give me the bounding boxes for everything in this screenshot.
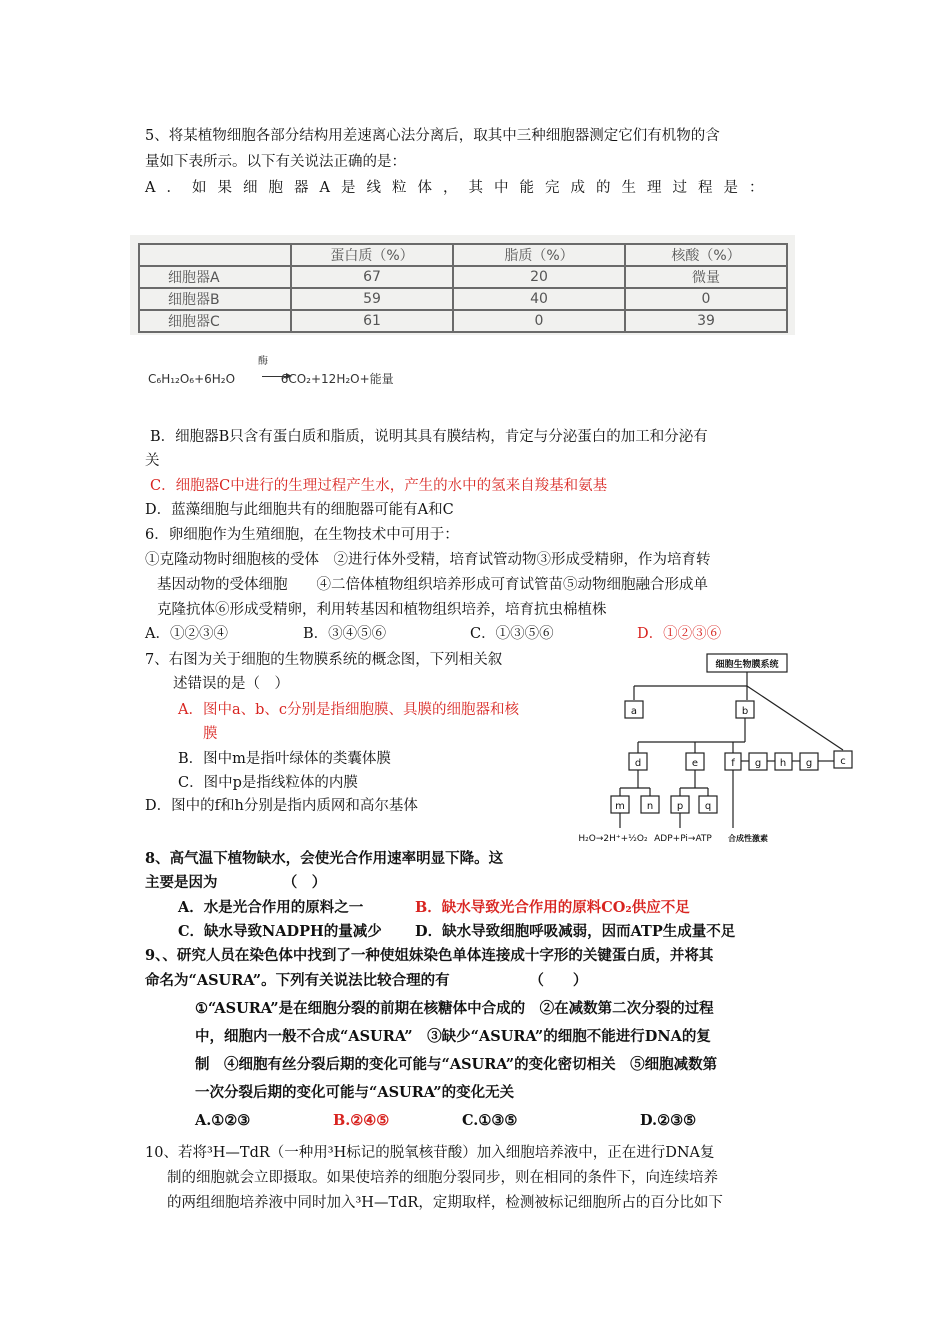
table-header-cell <box>139 244 291 266</box>
respiration-formula <box>148 370 394 387</box>
q6-option-a: A．①②③④ <box>145 626 228 642</box>
q7-option-d: D．图中的f和h分别是指内质网和高尔基体 <box>145 798 418 814</box>
table-cell: 微量 <box>625 266 787 288</box>
table-header-cell: 蛋白质（%） <box>291 244 453 266</box>
table-cell: 细胞器B <box>139 288 291 310</box>
diagram-reaction-photolysis: H₂O→2H⁺+½O₂ <box>578 834 648 844</box>
q10-line3: 的两组细胞培养液中同时加入³H—TdR，定期取样，检测被标记细胞所占的百分比如下 <box>167 1195 723 1211</box>
diagram-label-p: p <box>676 801 684 812</box>
q6-stem: 6．卵细胞作为生殖细胞，在生物技术中可用于： <box>145 527 459 543</box>
q6-option-b: B．③④⑤⑥ <box>303 626 387 642</box>
table-cell: 0 <box>625 288 787 310</box>
q5-option-a: A．如果细胞器A是线粒体，其中能完成的生理过程是： <box>145 180 775 196</box>
q9-stem-line1: 9、、研究人员在染色体中找到了一种使姐妹染色单体连接成十字形的关键蛋白质，并将其 <box>145 947 714 964</box>
organelle-table-image <box>130 235 795 335</box>
table-cell: 0 <box>453 310 625 332</box>
reaction-arrow-icon <box>262 376 290 377</box>
q9-option-d: D.②③⑤ <box>640 1112 697 1129</box>
diagram-label-b: b <box>741 706 749 717</box>
q7-stem-line1: 7、右图为关于细胞的生物膜系统的概念图，下列相关叙 <box>145 652 503 668</box>
enzyme-label: 酶 <box>258 356 268 367</box>
q5-option-c: C．细胞器C中进行的生理过程产生水，产生的水中的氢来自羧基和氨基 <box>150 478 608 494</box>
table-cell: 细胞器A <box>139 266 291 288</box>
membrane-system-diagram <box>575 650 860 850</box>
table-row <box>139 266 787 288</box>
formula-left: C₆H₁₂O₆+6H₂O <box>148 372 236 386</box>
diagram-label-g2: g <box>805 758 813 769</box>
diagram-label-f: f <box>731 758 735 769</box>
diagram-label-h: h <box>779 758 787 769</box>
formula-right: 6CO₂+12H₂O+能量 <box>280 372 394 386</box>
table-cell: 39 <box>625 310 787 332</box>
diagram-label-d: d <box>634 758 642 769</box>
diagram-label-sex-hormone: 合成性激素 <box>728 834 768 843</box>
q9-line2: 中，细胞内一般不合成“ASURA” ③缺少“ASURA”的细胞不能进行DNA的复 <box>195 1028 711 1045</box>
q6-line1: ①克隆动物时细胞核的受体 ②进行体外受精，培育试管动物③形成受精卵，作为培育转 <box>145 552 711 568</box>
q8-stem-line2: 主要是因为 （ ） <box>145 874 327 891</box>
table-cell: 59 <box>291 288 453 310</box>
q7-option-c: C．图中p是指线粒体的内膜 <box>178 775 358 791</box>
diagram-label-g1: g <box>754 758 762 769</box>
q9-option-b: B.②④⑤ <box>333 1112 390 1129</box>
diagram-label-n: n <box>646 801 654 812</box>
q9-line3: 制 ④细胞有丝分裂后期的变化可能与“ASURA”的变化密切相关 ⑤细胞减数第 <box>195 1056 718 1073</box>
q8-option-b: B．缺水导致光合作用的原料CO₂供应不足 <box>415 899 690 916</box>
table-cell: 61 <box>291 310 453 332</box>
q9-line1: ①“ASURA”是在细胞分裂的前期在核糖体中合成的 ②在减数第二次分裂的过程 <box>195 1000 714 1017</box>
q9-stem-line2: 命名为“ASURA”。下列有关说法比较合理的有 （ ） <box>145 972 588 989</box>
q6-option-c: C．①③⑤⑥ <box>470 626 554 642</box>
q5-option-d: D．蓝藻细胞与此细胞共有的细胞器可能有A和C <box>145 502 454 518</box>
q8-stem-line1: 8、高气温下植物缺水，会使光合作用速率明显下降。这 <box>145 850 504 867</box>
organelle-table <box>138 243 788 333</box>
q10-line1: 10、若将³H—TdR（一种用³H标记的脱氧核苷酸）加入细胞培养液中，正在进行DNA复 <box>145 1145 715 1161</box>
table-header-row <box>139 244 787 266</box>
q8-option-c: C．缺水导致NADPH的量减少 <box>178 923 382 940</box>
diagram-root-label: 细胞生物膜系统 <box>715 660 779 670</box>
table-cell: 20 <box>453 266 625 288</box>
q7-option-a-line2: 膜 <box>203 726 218 742</box>
q6-option-d: D．①②③⑥ <box>637 626 722 642</box>
table-header-cell: 脂质（%） <box>453 244 625 266</box>
q5-option-b-line2: 关 <box>145 453 160 469</box>
diagram-label-c: c <box>840 756 846 767</box>
q9-option-c: C.①③⑤ <box>462 1112 518 1129</box>
q10-line2: 制的细胞就会立即摄取。如果使培养的细胞分裂同步，则在相同的条件下，向连续培养 <box>167 1170 718 1186</box>
diagram-label-q: q <box>704 801 712 812</box>
table-row <box>139 310 787 332</box>
q7-stem-line2: 述错误的是（ ） <box>173 676 289 692</box>
table-cell: 67 <box>291 266 453 288</box>
diagram-label-e: e <box>691 758 699 769</box>
table-header-cell: 核酸（%） <box>625 244 787 266</box>
table-row <box>139 288 787 310</box>
q5-stem-line1: 5、将某植物细胞各部分结构用差速离心法分离后，取其中三种细胞器测定它们有机物的含 <box>145 128 720 144</box>
q6-line2: 基因动物的受体细胞 ④二倍体植物组织培养形成可育试管苗⑤动物细胞融合形成单 <box>157 577 708 593</box>
table-cell: 40 <box>453 288 625 310</box>
q8-option-d: D．缺水导致细胞呼吸减弱，因而ATP生成量不足 <box>415 923 736 940</box>
q9-line4: 一次分裂后期的变化可能与“ASURA”的变化无关 <box>195 1084 515 1101</box>
diagram-label-a: a <box>630 706 638 717</box>
q6-line3: 克隆抗体⑥形成受精卵，利用转基因和植物组织培养，培育抗虫棉植株 <box>157 602 607 618</box>
table-cell: 细胞器C <box>139 310 291 332</box>
q5-option-b-line1: B．细胞器B只含有蛋白质和脂质，说明其具有膜结构，肯定与分泌蛋白的加工和分泌有 <box>150 429 708 445</box>
diagram-reaction-atp: ADP+Pi→ATP <box>654 834 712 844</box>
q7-option-a-line1: A．图中a、b、c分别是指细胞膜、具膜的细胞器和核 <box>178 702 520 718</box>
q9-option-a: A.①②③ <box>195 1112 251 1129</box>
q7-option-b: B．图中m是指叶绿体的类囊体膜 <box>178 751 391 767</box>
q5-stem-line2: 量如下表所示。以下有关说法正确的是： <box>145 154 406 170</box>
diagram-label-m: m <box>615 801 625 812</box>
q8-option-a: A．水是光合作用的原料之一 <box>178 899 364 916</box>
